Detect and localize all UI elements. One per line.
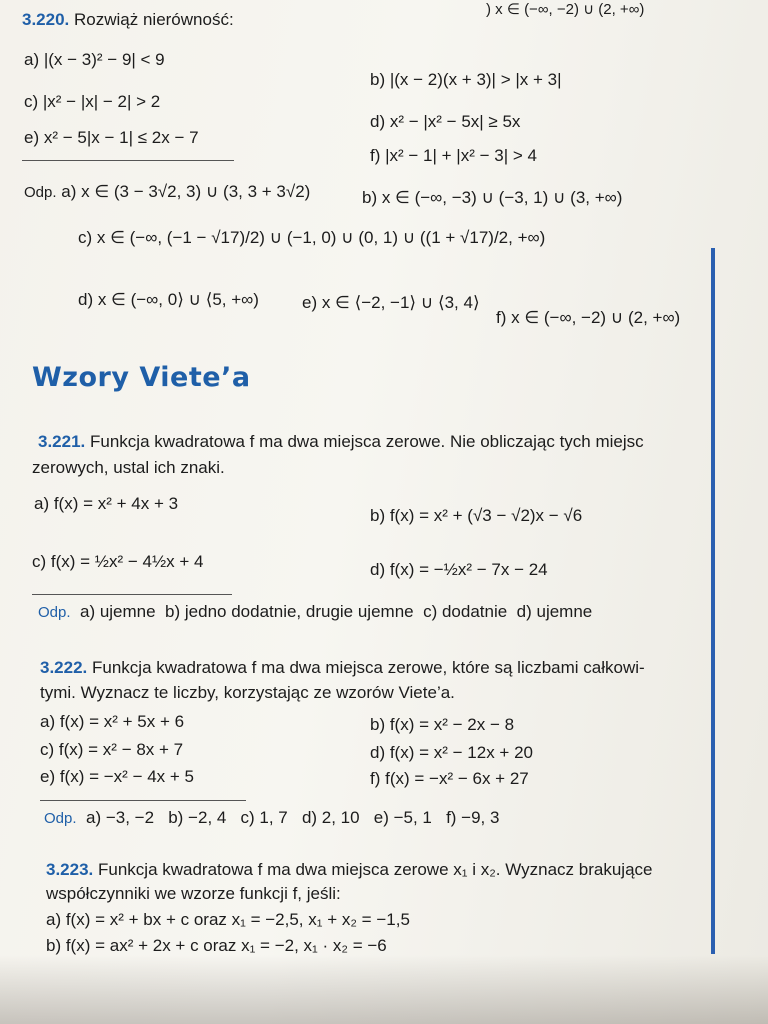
ex3222-a: a) f(x) = x² + 5x + 6: [40, 712, 185, 731]
ex3222-c: c) f(x) = x² − 8x + 7: [40, 740, 184, 759]
exercise-3222-line1: [40, 658, 645, 678]
answer-divider: [22, 160, 234, 161]
exercise-text: Funkcja kwadratowa f ma dwa miejsca zerowe. Nie obliczając tych miejsc: [90, 432, 644, 451]
ex3221-answer-a: a) ujemne: [79, 602, 156, 621]
ex3221-c: c) f(x) = ½x² − 4½x + 4: [32, 552, 204, 571]
exercise-3223-line2: współczynniki we wzorze funkcji f, jeśli:: [46, 884, 341, 903]
ex3222-b: b) f(x) = x² − 2x − 8: [370, 715, 515, 734]
margin-bar: [711, 248, 715, 954]
page-shadow: [0, 955, 768, 1024]
ex3221-answers: [38, 602, 592, 623]
exercise-3222-line2: tymi. Wyznacz te liczby, korzystając ze wzorów Viete’a.: [40, 683, 455, 702]
answer-label: Odp.: [44, 810, 77, 827]
top-answer-fragment: ) x ∈ (−∞, −2) ∪ (2, +∞): [486, 1, 645, 18]
exercise-3223-line1: [46, 860, 653, 880]
ex3221-answer-c: c) dodatnie: [423, 602, 508, 621]
ex3222-answer-b: b) −2, 4: [168, 808, 227, 827]
ex3220-f: f) |x² − 1| + |x² − 3| > 4: [370, 146, 537, 165]
exercise-title: Rozwiąż nierówność:: [74, 10, 234, 29]
answer-label: Odp.: [38, 604, 71, 621]
ex3220-answer-c: c) x ∈ (−∞, (−1 − √17)/2) ∪ (−1, 0) ∪ (0, 1) ∪ ((1 + √17)/2, +∞): [78, 228, 546, 247]
ex3222-f: f) f(x) = −x² − 6x + 27: [370, 769, 529, 788]
ex3222-answer-d: d) 2, 10: [301, 808, 360, 827]
ex3220-b: b) |(x − 2)(x + 3)| > |x + 3|: [370, 70, 562, 89]
ex3220-answer-e: e) x ∈ ⟨−2, −1⟩ ∪ ⟨3, 4⟩: [302, 293, 480, 312]
ex3222-answers: [44, 808, 499, 829]
ex3221-b: b) f(x) = x² + (√3 − √2)x − √6: [370, 506, 583, 525]
exercise-text: Funkcja kwadratowa f ma dwa miejsca zerowe, które są liczbami całkowi-: [92, 658, 645, 677]
ex3222-answer-a: a) −3, −2: [85, 808, 155, 827]
exercise-number: 3.220.: [22, 10, 70, 29]
ex3220-answer-f: f) x ∈ (−∞, −2) ∪ (2, +∞): [496, 308, 681, 327]
ex3222-answer-c: c) 1, 7: [240, 808, 288, 827]
ex3220-e: e) x² − 5|x − 1| ≤ 2x − 7: [24, 128, 199, 147]
ex3220-answer-row1: [24, 182, 310, 203]
ex3223-b: b) f(x) = ax² + 2x + c oraz x₁ = −2, x₁ · x₂ = −6: [46, 936, 387, 955]
ex3220-answer-b: b) x ∈ (−∞, −3) ∪ (−3, 1) ∪ (3, +∞): [362, 188, 623, 207]
ex3221-d: d) f(x) = −½x² − 7x − 24: [370, 560, 548, 579]
ex3223-a: a) f(x) = x² + bx + c oraz x₁ = −2,5, x₁ + x₂ = −1,5: [46, 910, 410, 929]
exercise-number: 3.221.: [38, 432, 86, 451]
exercise-3220-header: [22, 10, 234, 30]
exercise-3221-line1: [38, 432, 644, 452]
exercise-number: 3.222.: [40, 658, 88, 677]
ex3221-answer-d: d) ujemne: [516, 602, 593, 621]
ex3220-c: c) |x² − |x| − 2| > 2: [24, 92, 161, 111]
ex3221-a: a) f(x) = x² + 4x + 3: [34, 494, 179, 513]
exercise-text: Funkcja kwadratowa f ma dwa miejsca zerowe x₁ i x₂. Wyznacz brakujące: [98, 860, 653, 879]
ex3221-answer-b: b) jedno dodatnie, drugie ujemne: [165, 602, 414, 621]
answer-divider: [32, 594, 232, 595]
ex3222-d: d) f(x) = x² − 12x + 20: [370, 743, 533, 762]
answer-divider: [40, 800, 246, 801]
section-heading: Wzory Viete’a: [32, 362, 251, 393]
exercise-3221-line2: zerowych, ustal ich znaki.: [32, 458, 225, 477]
ex3222-answer-f: f) −9, 3: [446, 808, 500, 827]
answer-label: Odp.: [24, 184, 57, 201]
ex3220-answer-a: a) x ∈ (3 − 3√2, 3) ∪ (3, 3 + 3√2): [61, 182, 311, 201]
exercise-number: 3.223.: [46, 860, 94, 879]
ex3222-e: e) f(x) = −x² − 4x + 5: [40, 767, 195, 786]
ex3220-d: d) x² − |x² − 5x| ≥ 5x: [370, 112, 521, 131]
ex3222-answer-e: e) −5, 1: [373, 808, 432, 827]
ex3220-a: a) |(x − 3)² − 9| < 9: [24, 50, 165, 69]
ex3220-answer-d: d) x ∈ (−∞, 0⟩ ∪ ⟨5, +∞): [78, 290, 259, 309]
